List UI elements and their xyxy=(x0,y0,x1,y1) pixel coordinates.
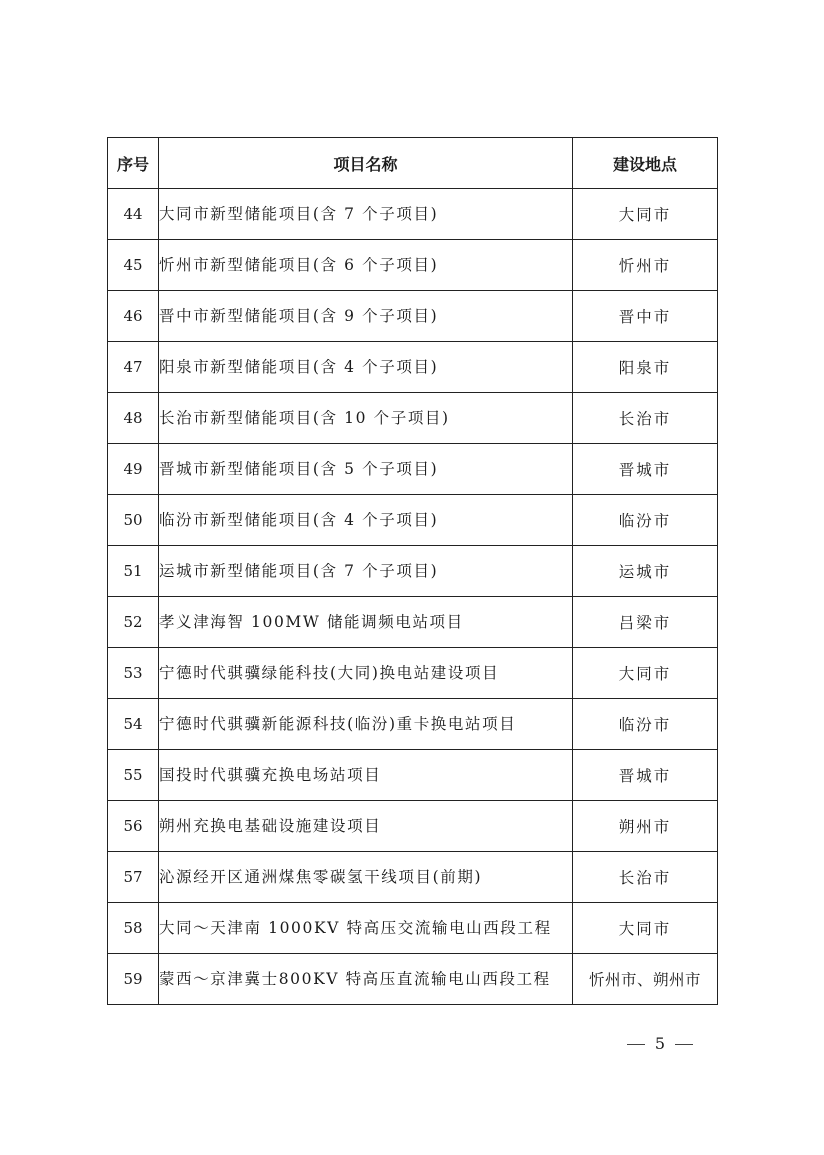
row-location: 晋中市 xyxy=(573,291,718,342)
row-name: 晋城市新型储能项目(含 5 个子项目) xyxy=(159,444,573,495)
row-location: 晋城市 xyxy=(573,750,718,801)
row-name: 沁源经开区通洲煤焦零碳氢干线项目(前期) xyxy=(159,852,573,903)
row-no: 53 xyxy=(108,648,159,699)
row-name: 运城市新型储能项目(含 7 个子项目) xyxy=(159,546,573,597)
project-table xyxy=(107,137,718,1005)
row-location: 忻州市、朔州市 xyxy=(573,954,718,1005)
row-no: 52 xyxy=(108,597,159,648)
row-name: 孝义津海智 100MW 储能调频电站项目 xyxy=(159,597,573,648)
row-location: 朔州市 xyxy=(573,801,718,852)
footer-dash-right xyxy=(675,1044,693,1045)
table-row xyxy=(108,852,718,903)
row-location: 长治市 xyxy=(573,393,718,444)
row-name: 长治市新型储能项目(含 10 个子项目) xyxy=(159,393,573,444)
row-location: 阳泉市 xyxy=(573,342,718,393)
row-no: 50 xyxy=(108,495,159,546)
footer-dash-left xyxy=(627,1044,645,1045)
table-row xyxy=(108,546,718,597)
table-row xyxy=(108,801,718,852)
row-name: 蒙西～京津冀士800KV 特高压直流输电山西段工程 xyxy=(159,954,573,1005)
table-row xyxy=(108,648,718,699)
header-no: 序号 xyxy=(108,138,159,189)
row-no: 47 xyxy=(108,342,159,393)
table-row xyxy=(108,444,718,495)
row-location: 大同市 xyxy=(573,903,718,954)
page-number: 5 xyxy=(654,1034,666,1053)
row-name: 大同～天津南 1000KV 特高压交流输电山西段工程 xyxy=(159,903,573,954)
table-row xyxy=(108,597,718,648)
row-no: 57 xyxy=(108,852,159,903)
row-no: 59 xyxy=(108,954,159,1005)
row-name: 晋中市新型储能项目(含 9 个子项目) xyxy=(159,291,573,342)
row-name: 宁德时代骐骥新能源科技(临汾)重卡换电站项目 xyxy=(159,699,573,750)
row-location: 吕梁市 xyxy=(573,597,718,648)
row-no: 54 xyxy=(108,699,159,750)
table-row xyxy=(108,903,718,954)
table-row xyxy=(108,495,718,546)
row-no: 56 xyxy=(108,801,159,852)
table-header-row xyxy=(108,138,718,189)
row-no: 49 xyxy=(108,444,159,495)
row-name: 朔州充换电基础设施建设项目 xyxy=(159,801,573,852)
row-location: 忻州市 xyxy=(573,240,718,291)
row-no: 55 xyxy=(108,750,159,801)
table-row xyxy=(108,393,718,444)
page-footer xyxy=(560,1034,760,1053)
row-no: 58 xyxy=(108,903,159,954)
row-no: 51 xyxy=(108,546,159,597)
table-row xyxy=(108,699,718,750)
table-row xyxy=(108,291,718,342)
row-location: 晋城市 xyxy=(573,444,718,495)
table-row xyxy=(108,750,718,801)
row-location: 临汾市 xyxy=(573,495,718,546)
row-name: 宁德时代骐骥绿能科技(大同)换电站建设项目 xyxy=(159,648,573,699)
row-location: 大同市 xyxy=(573,648,718,699)
row-location: 长治市 xyxy=(573,852,718,903)
header-location: 建设地点 xyxy=(573,138,718,189)
row-name: 临汾市新型储能项目(含 4 个子项目) xyxy=(159,495,573,546)
row-name: 国投时代骐骥充换电场站项目 xyxy=(159,750,573,801)
row-no: 45 xyxy=(108,240,159,291)
row-location: 运城市 xyxy=(573,546,718,597)
row-no: 46 xyxy=(108,291,159,342)
table-row xyxy=(108,189,718,240)
header-name: 项目名称 xyxy=(159,138,573,189)
row-location: 临汾市 xyxy=(573,699,718,750)
table-row xyxy=(108,240,718,291)
row-name: 阳泉市新型储能项目(含 4 个子项目) xyxy=(159,342,573,393)
table-row xyxy=(108,954,718,1005)
row-no: 44 xyxy=(108,189,159,240)
row-name: 大同市新型储能项目(含 7 个子项目) xyxy=(159,189,573,240)
table-row xyxy=(108,342,718,393)
row-no: 48 xyxy=(108,393,159,444)
row-location: 大同市 xyxy=(573,189,718,240)
row-name: 忻州市新型储能项目(含 6 个子项目) xyxy=(159,240,573,291)
